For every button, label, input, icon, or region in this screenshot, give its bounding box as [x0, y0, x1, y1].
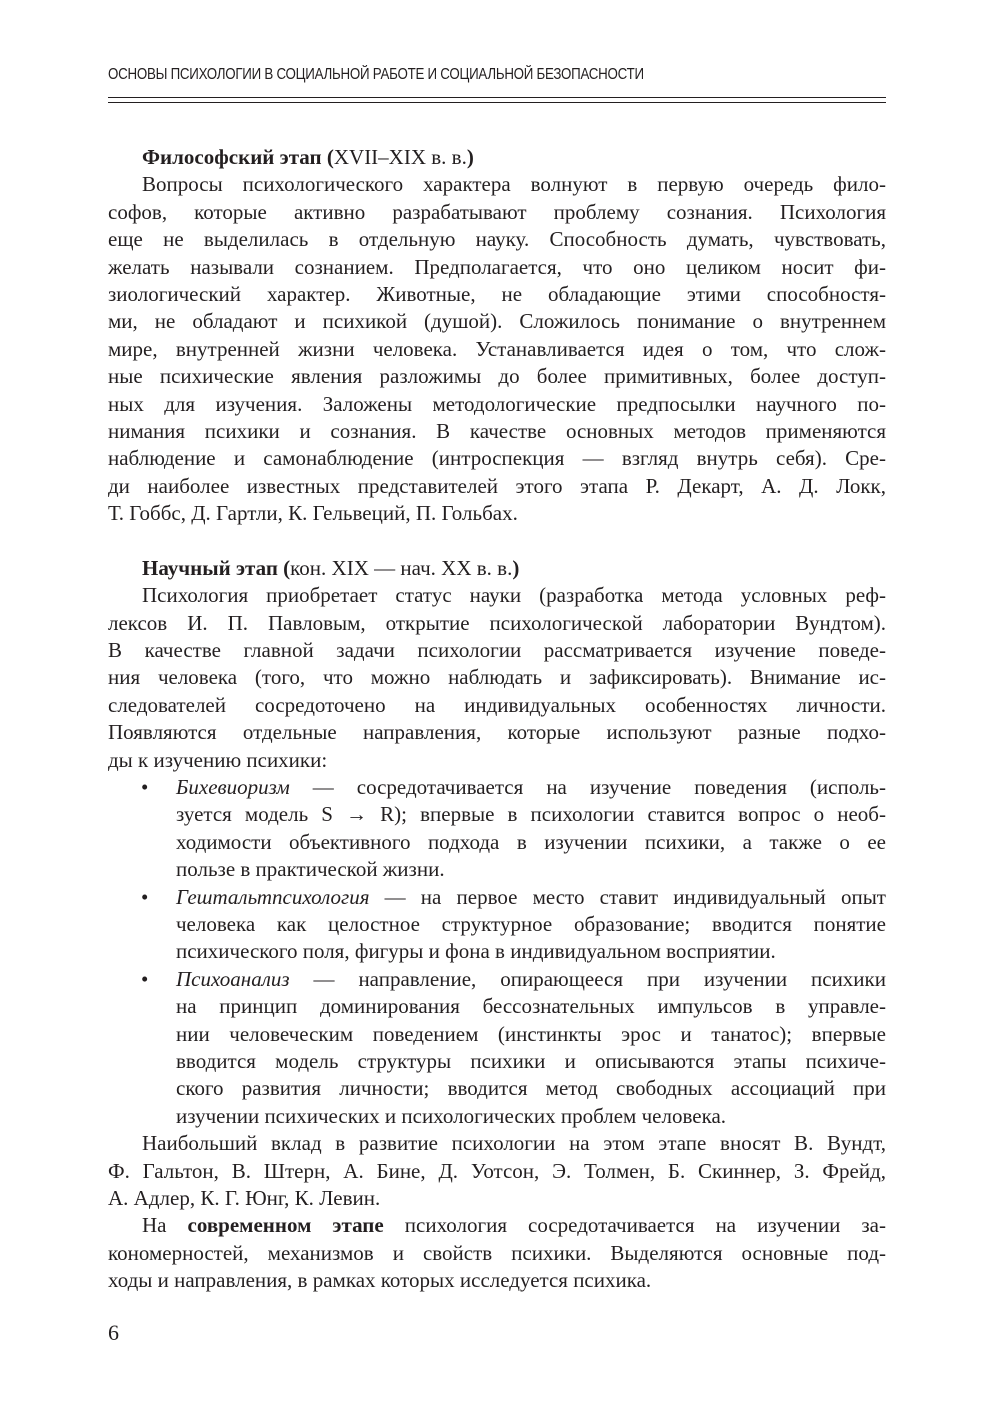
bullet-line: ского развития личности; вводится метод свободных ассоциаций при — [176, 1076, 886, 1101]
heading-period: XVII–XIX в. в. — [333, 145, 467, 169]
bullet-line: ходимости объективного подхода в изучении психики, а также о ее — [176, 829, 886, 854]
paragraph-line: ния человека (того, что можно наблюдать и зафиксировать). Внимание ис- — [108, 665, 886, 690]
paragraph-line: желать называли сознанием. Предполагается, что оно целиком носит фи- — [108, 254, 886, 279]
header-rule — [108, 97, 886, 98]
paragraph-line: лексов И. П. Павловым, открытие психологической лаборатории Вундтом). — [108, 610, 886, 635]
paragraph-line: ди наиболее известных представителей этого этапа Р. Декарт, А. Д. Локк, — [108, 473, 886, 498]
bullet-text: — на первое место ставит индивидуальный опыт — [369, 884, 886, 909]
paragraph-line: Появляются отдельные направления, которые используют разные подхо- — [108, 720, 886, 745]
section-heading — [108, 144, 886, 171]
page-number: 6 — [108, 1320, 119, 1345]
bullet-text: — направление, опирающееся при изучении психики — [289, 966, 886, 991]
section-gap — [108, 528, 886, 555]
bullet-line: на принцип доминирования бессознательных импульсов в управле- — [176, 994, 886, 1019]
paragraph-line — [108, 1212, 886, 1239]
paragraph-line: софов, которые активно разрабатывают проблему сознания. Психология — [108, 199, 886, 224]
paragraph-line: ных для изучения. Заложены методологические предпосылки научного по- — [108, 391, 886, 416]
paragraph-line: В качестве главной задачи психологии рассматривается изучение поведе- — [108, 637, 886, 662]
running-header: ОСНОВЫ ПСИХОЛОГИИ В СОЦИАЛЬНОЙ РАБОТЕ И СОЦИАЛЬНОЙ БЕЗОПАСНОСТИ — [108, 66, 644, 83]
paragraph-line: Вопросы психологического характера волнуют в первую очередь фило- — [142, 172, 886, 197]
paragraph-line: ми, не обладают и психикой (душой). Сложилось понимание о внутреннем — [108, 309, 886, 334]
bullet-text: — сосредотачивается на изучение поведения (исполь- — [289, 774, 886, 799]
paragraph-line: А. Адлер, К. Г. Юнг, К. Левин. — [108, 1186, 381, 1211]
bullet-line: нии человеческим поведением (инстинкты эрос и танатос); впервые — [176, 1021, 886, 1046]
paragraph-line: зиологический характер. Животные, не обладающие этими способностя- — [108, 282, 886, 307]
paragraph-line: наблюдение и самонаблюдение (интроспекция — взгляд внутрь себя). Сре- — [108, 446, 886, 471]
bullet-term: Гештальтпсихология — [176, 884, 370, 909]
paragraph-line: ходы и направления, в рамках которых исследуется психика. — [108, 1268, 652, 1293]
bullet-line: пользе в практической жизни. — [176, 857, 445, 882]
header-rule — [108, 102, 886, 103]
paragraph-line: мире, внутренней жизни человека. Устанавливается идея о том, что слож- — [108, 336, 886, 361]
bullet-item — [108, 966, 886, 993]
section-heading — [108, 555, 886, 582]
paragraph-line: кономерностей, механизмов и свойств психики. Выделяются основные под- — [108, 1240, 886, 1265]
heading-bold: Научный этап ( — [142, 555, 291, 580]
paragraph-line: еще не выделилась в отдельную науку. Способность думать, чувствовать, — [108, 227, 886, 252]
bullet-icon: • — [141, 774, 149, 799]
bullet-line: изучении психических и психологических проблем человека. — [176, 1103, 727, 1128]
heading-close: ) — [512, 555, 520, 580]
bullet-icon: • — [141, 884, 149, 909]
page-body — [108, 144, 886, 1295]
paragraph-line: Т. Гоббс, Д. Гартли, К. Гельвеций, П. Гольбах. — [108, 501, 518, 526]
text: На — [142, 1213, 188, 1238]
paragraph-line: Ф. Гальтон, В. Штерн, А. Бине, Д. Уотсон, Э. Толмен, Б. Скиннер, З. Фрейд, — [108, 1158, 886, 1183]
bullet-line: человека как целостное структурное образование; вводится понятие — [176, 911, 886, 936]
bullet-line: вводится модель структуры психики и описываются этапы психиче- — [176, 1049, 886, 1073]
bullet-item — [108, 774, 886, 801]
paragraph-line: ды к изучению психики: — [108, 747, 328, 772]
bullet-icon: • — [141, 966, 149, 991]
paragraph-line: нимания психики и сознания. В качестве основных методов применяются — [108, 419, 886, 444]
paragraph-line: Психология приобретает статус науки (разработка метода условных реф- — [142, 583, 886, 608]
bullet-line: зуется модель S → R); впервые в психологии ставится вопрос о необ- — [176, 802, 886, 827]
heading-close: ) — [466, 145, 474, 169]
text: психология сосредотачивается на изучении за- — [383, 1213, 886, 1238]
paragraph-line: ные психические явления разложимы до более примитивных, более доступ- — [108, 364, 886, 389]
bold-term: современном этапе — [187, 1213, 384, 1238]
heading-period: кон. XIX — нач. XX в. в. — [290, 555, 513, 580]
heading-bold: Философский этап ( — [142, 145, 334, 169]
bullet-line: психического поля, фигуры и фона в индивидуальном восприятии. — [176, 939, 776, 964]
bullet-term: Психоанализ — [176, 966, 290, 991]
bullet-item — [108, 884, 886, 911]
paragraph-line: Наибольший вклад в развитие психологии на этом этапе вносят В. Вундт, — [142, 1131, 886, 1156]
bullet-term: Бихевиоризм — [176, 774, 290, 799]
paragraph-line: следователей сосредоточено на индивидуальных особенностях личности. — [108, 692, 886, 717]
